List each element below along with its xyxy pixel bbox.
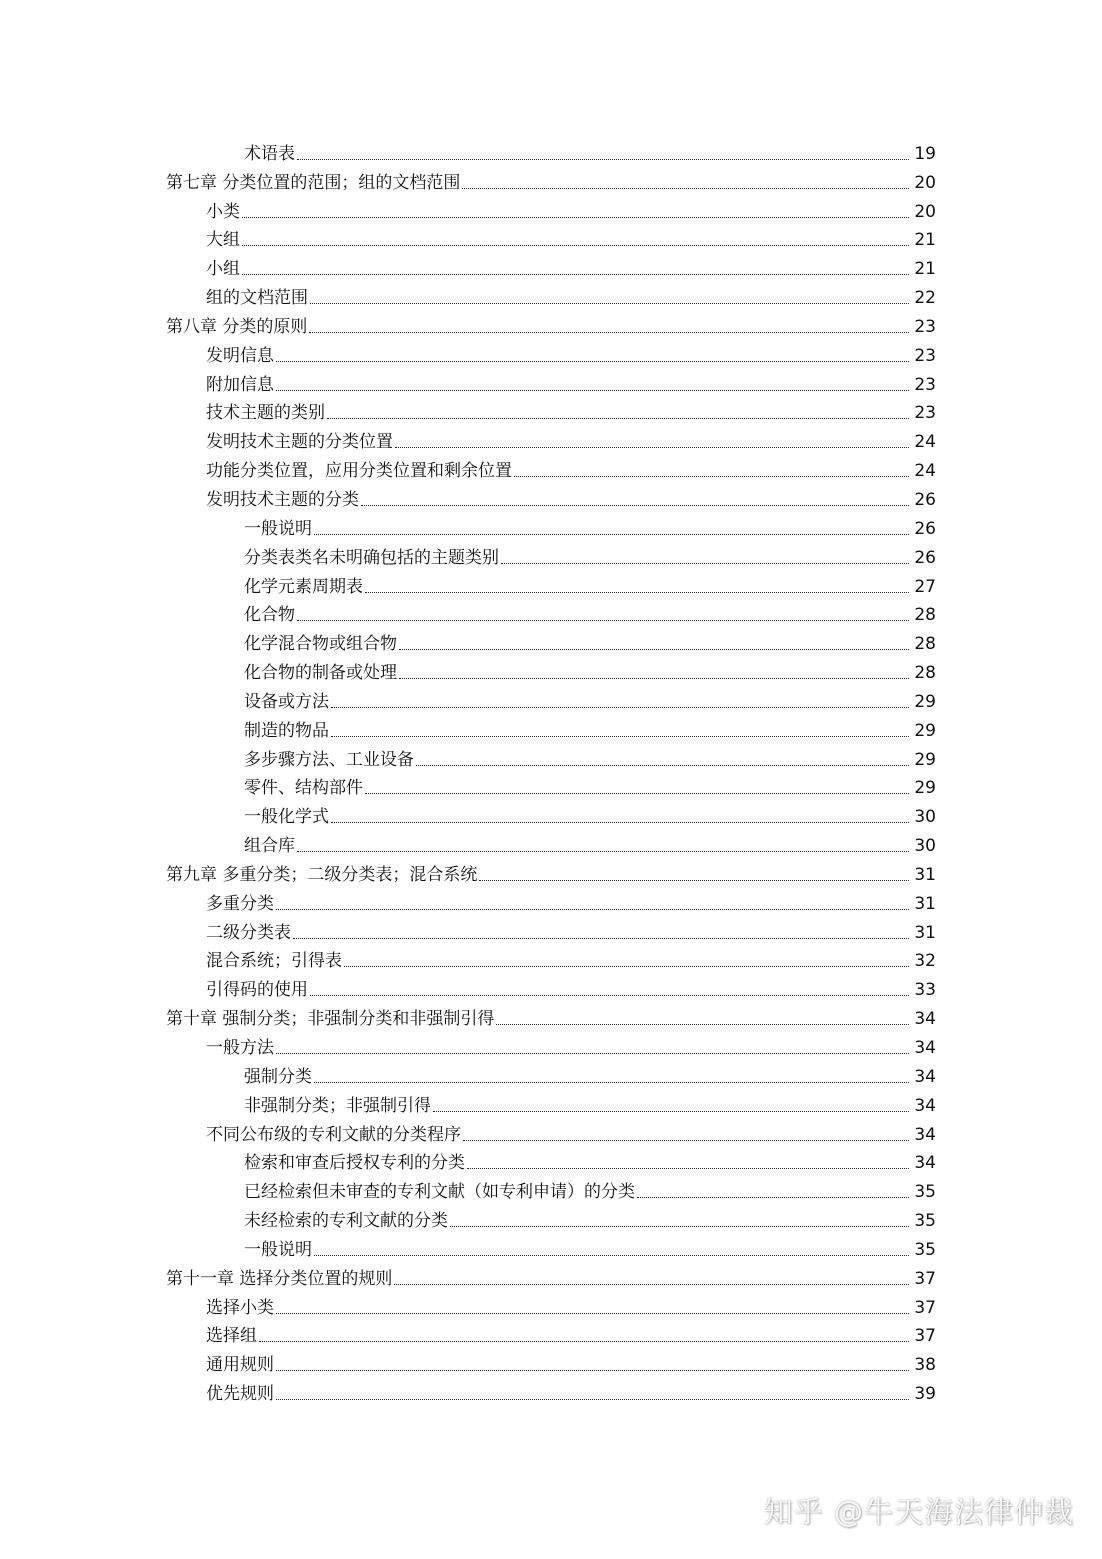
toc-entry[interactable] bbox=[166, 1172, 936, 1201]
toc-entry[interactable] bbox=[166, 365, 936, 394]
toc-entry-title: 组的文档范围 bbox=[206, 288, 308, 309]
toc-entry-title: 一般方法 bbox=[206, 1038, 274, 1058]
toc-leader-dots bbox=[462, 188, 909, 189]
toc-leader-dots bbox=[344, 966, 909, 967]
toc-leader-dots bbox=[433, 1111, 909, 1112]
toc-entry-title: 发明信息 bbox=[206, 345, 274, 366]
toc-leader-dots bbox=[463, 1140, 909, 1141]
toc-page-number: 30 bbox=[914, 807, 936, 828]
toc-entry-title: 第十一章 选择分类位置的规则 bbox=[166, 1268, 393, 1289]
toc-page-number: 21 bbox=[914, 259, 936, 280]
toc-page-number: 29 bbox=[914, 778, 936, 799]
toc-leader-dots bbox=[450, 1226, 909, 1227]
toc-page-number: 28 bbox=[914, 605, 936, 626]
toc-entry[interactable] bbox=[166, 855, 936, 884]
toc-page-number: 28 bbox=[914, 634, 936, 655]
toc-leader-dots bbox=[399, 649, 909, 650]
toc-page-number: 26 bbox=[914, 489, 936, 510]
toc-entry[interactable] bbox=[166, 538, 936, 567]
toc-entry[interactable] bbox=[166, 1317, 936, 1346]
toc-entry-title: 一般说明 bbox=[244, 518, 312, 539]
toc-entry-title: 二级分类表 bbox=[206, 922, 291, 943]
toc-entry-title: 强制分类 bbox=[244, 1066, 312, 1087]
toc-page-number: 34 bbox=[914, 1066, 936, 1087]
toc-entry[interactable] bbox=[166, 970, 936, 999]
toc-leader-dots bbox=[276, 361, 909, 362]
toc-entry[interactable] bbox=[166, 394, 936, 423]
toc-page-number: 24 bbox=[914, 432, 936, 453]
toc-page-number: 26 bbox=[914, 547, 936, 568]
toc-entry-title: 选择组 bbox=[206, 1326, 257, 1347]
toc-entry[interactable] bbox=[166, 134, 936, 163]
toc-page-number: 37 bbox=[914, 1268, 936, 1289]
toc-page-number: 24 bbox=[914, 461, 936, 482]
toc-leader-dots bbox=[395, 447, 909, 448]
toc-entry-title: 优先规则 bbox=[206, 1384, 274, 1405]
toc-entry-title: 技术主题的类别 bbox=[206, 403, 325, 424]
toc-leader-dots bbox=[242, 245, 909, 246]
toc-leader-dots bbox=[496, 1024, 909, 1025]
toc-leader-dots bbox=[309, 332, 909, 333]
toc-entry[interactable] bbox=[166, 221, 936, 250]
toc-entry[interactable] bbox=[166, 451, 936, 480]
toc-entry[interactable] bbox=[166, 192, 936, 221]
toc-entry-title: 化学混合物或组合物 bbox=[244, 634, 397, 655]
toc-leader-dots bbox=[293, 938, 909, 939]
toc-entry-title: 通用规则 bbox=[206, 1355, 274, 1376]
toc-page-number: 23 bbox=[914, 403, 936, 424]
toc-entry[interactable] bbox=[166, 797, 936, 826]
toc-leader-dots bbox=[276, 909, 909, 910]
toc-entry[interactable] bbox=[166, 336, 936, 365]
toc-entry-title: 非强制分类；非强制引得 bbox=[244, 1095, 431, 1116]
toc-page-number: 34 bbox=[914, 1038, 936, 1058]
toc-entry-title: 多重分类 bbox=[206, 893, 274, 914]
toc-leader-dots bbox=[242, 217, 909, 218]
toc-entry-title: 化学元素周期表 bbox=[244, 576, 363, 597]
toc-leader-dots bbox=[331, 736, 909, 737]
toc-page-number: 23 bbox=[914, 316, 936, 337]
toc-entry-title: 不同公布级的专利文献的分类程序 bbox=[206, 1124, 461, 1145]
toc-leader-dots bbox=[297, 159, 909, 160]
toc-leader-dots bbox=[310, 995, 909, 996]
toc-leader-dots bbox=[297, 851, 909, 852]
toc-leader-dots bbox=[259, 1341, 909, 1342]
toc-entry[interactable] bbox=[166, 1230, 936, 1259]
toc-page-number: 34 bbox=[914, 1095, 936, 1116]
toc-entry[interactable] bbox=[166, 1144, 936, 1173]
toc-page-number: 31 bbox=[914, 864, 936, 885]
toc-entry-title: 小类 bbox=[206, 201, 240, 222]
toc-leader-dots bbox=[637, 1197, 909, 1198]
toc-page-number: 34 bbox=[914, 1124, 936, 1145]
toc-leader-dots bbox=[399, 678, 909, 679]
toc-entry[interactable] bbox=[166, 509, 936, 538]
toc-leader-dots bbox=[276, 1053, 909, 1054]
toc-entry-title: 一般化学式 bbox=[244, 807, 329, 828]
toc-entry[interactable] bbox=[166, 596, 936, 625]
toc-page-number: 29 bbox=[914, 720, 936, 741]
toc-entry[interactable] bbox=[166, 826, 936, 855]
toc-page-number: 37 bbox=[914, 1326, 936, 1347]
toc-page-number: 30 bbox=[914, 836, 936, 857]
toc-page-number: 20 bbox=[914, 172, 936, 193]
toc-entry-title: 一般说明 bbox=[244, 1239, 312, 1260]
toc-leader-dots bbox=[416, 765, 909, 766]
toc-entry-title: 第十章 强制分类；非强制分类和非强制引得 bbox=[166, 1009, 495, 1030]
toc-entry[interactable] bbox=[166, 769, 936, 798]
toc-entry[interactable] bbox=[166, 624, 936, 653]
toc-page-number: 35 bbox=[914, 1239, 936, 1260]
toc-entry[interactable] bbox=[166, 1086, 936, 1115]
toc-entry[interactable] bbox=[166, 1345, 936, 1374]
toc-entry[interactable] bbox=[166, 942, 936, 971]
toc-page-number: 37 bbox=[914, 1297, 936, 1318]
toc-entry-title: 大组 bbox=[206, 230, 240, 251]
toc-entry-title: 第九章 多重分类；二级分类表；混合系统 bbox=[166, 864, 478, 885]
toc-entry[interactable] bbox=[166, 307, 936, 336]
toc-entry[interactable] bbox=[166, 653, 936, 682]
toc-leader-dots bbox=[276, 390, 909, 391]
toc-entry-title: 组合库 bbox=[244, 836, 295, 857]
toc-page-number: 20 bbox=[914, 201, 936, 222]
toc-leader-dots bbox=[331, 707, 909, 708]
toc-entry[interactable] bbox=[166, 422, 936, 451]
toc-entry-title: 发明技术主题的分类位置 bbox=[206, 432, 393, 453]
toc-entry[interactable] bbox=[166, 163, 936, 192]
toc-leader-dots bbox=[331, 822, 909, 823]
toc-page-number: 23 bbox=[914, 345, 936, 366]
toc-entry[interactable] bbox=[166, 278, 936, 307]
toc-page-number: 31 bbox=[914, 922, 936, 943]
toc-entry-title: 制造的物品 bbox=[244, 720, 329, 741]
toc-entry-title: 多步骤方法、工业设备 bbox=[244, 749, 414, 770]
toc-entry-title: 未经检索的专利文献的分类 bbox=[244, 1211, 448, 1232]
toc-entry-title: 化合物 bbox=[244, 605, 295, 626]
toc-leader-dots bbox=[314, 1255, 909, 1256]
toc-leader-dots bbox=[479, 880, 909, 881]
toc-entry[interactable] bbox=[166, 740, 936, 769]
toc-leader-dots bbox=[276, 1399, 909, 1400]
toc-page-number: 29 bbox=[914, 691, 936, 712]
toc-page-number: 28 bbox=[914, 663, 936, 684]
toc-entry-title: 混合系统；引得表 bbox=[206, 951, 342, 972]
toc-entry[interactable] bbox=[166, 249, 936, 278]
toc-leader-dots bbox=[276, 1370, 909, 1371]
toc-entry-title: 分类表类名未明确包括的主题类别 bbox=[244, 547, 499, 568]
toc-page-number: 23 bbox=[914, 374, 936, 395]
toc-entry-title: 第七章 分类位置的范围；组的文档范围 bbox=[166, 172, 461, 193]
toc-page-number: 26 bbox=[914, 518, 936, 539]
toc-leader-dots bbox=[242, 274, 909, 275]
toc-leader-dots bbox=[514, 476, 909, 477]
toc-entry[interactable] bbox=[166, 913, 936, 942]
toc-entry[interactable] bbox=[166, 567, 936, 596]
toc-leader-dots bbox=[314, 534, 909, 535]
watermark: 知乎 @牛天海法律仲裁 bbox=[763, 1495, 1074, 1529]
table-of-contents bbox=[166, 134, 936, 1403]
toc-entry[interactable] bbox=[166, 711, 936, 740]
toc-page-number: 35 bbox=[914, 1211, 936, 1232]
toc-page-number: 34 bbox=[914, 1009, 936, 1030]
toc-leader-dots bbox=[501, 563, 909, 564]
toc-entry-title: 发明技术主题的分类 bbox=[206, 489, 359, 510]
toc-page-number: 32 bbox=[914, 951, 936, 972]
toc-leader-dots bbox=[327, 418, 909, 419]
toc-entry[interactable] bbox=[166, 1374, 936, 1403]
toc-entry-title: 检索和审查后授权专利的分类 bbox=[244, 1153, 465, 1174]
toc-leader-dots bbox=[361, 505, 909, 506]
toc-leader-dots bbox=[467, 1168, 909, 1169]
toc-entry[interactable] bbox=[166, 1028, 936, 1057]
toc-entry[interactable] bbox=[166, 884, 936, 913]
toc-entry[interactable] bbox=[166, 1115, 936, 1144]
toc-page-number: 34 bbox=[914, 1153, 936, 1174]
toc-entry-title: 化合物的制备或处理 bbox=[244, 663, 397, 684]
toc-entry-title: 术语表 bbox=[244, 143, 295, 164]
toc-leader-dots bbox=[310, 303, 909, 304]
toc-entry-title: 功能分类位置，应用分类位置和剩余位置 bbox=[206, 461, 512, 482]
toc-page-number: 38 bbox=[914, 1355, 936, 1376]
toc-leader-dots bbox=[297, 620, 909, 621]
toc-entry[interactable] bbox=[166, 999, 936, 1028]
toc-leader-dots bbox=[365, 793, 909, 794]
toc-entry[interactable] bbox=[166, 1259, 936, 1288]
toc-leader-dots bbox=[276, 1313, 909, 1314]
toc-entry-title: 引得码的使用 bbox=[206, 980, 308, 1001]
toc-entry[interactable] bbox=[166, 480, 936, 509]
toc-leader-dots bbox=[394, 1284, 909, 1285]
toc-entry-title: 选择小类 bbox=[206, 1297, 274, 1318]
toc-leader-dots bbox=[365, 592, 909, 593]
toc-page-number: 21 bbox=[914, 230, 936, 251]
toc-page-number: 27 bbox=[914, 576, 936, 597]
toc-entry[interactable] bbox=[166, 682, 936, 711]
toc-leader-dots bbox=[314, 1082, 909, 1083]
toc-page-number: 39 bbox=[914, 1384, 936, 1405]
toc-entry-title: 小组 bbox=[206, 259, 240, 280]
toc-entry-title: 设备或方法 bbox=[244, 691, 329, 712]
toc-entry-title: 第八章 分类的原则 bbox=[166, 316, 308, 337]
toc-entry-title: 零件、结构部件 bbox=[244, 778, 363, 799]
toc-entry-title: 附加信息 bbox=[206, 374, 274, 395]
toc-page-number: 19 bbox=[914, 143, 936, 164]
toc-page-number: 29 bbox=[914, 749, 936, 770]
toc-entry-title: 已经检索但未审查的专利文献（如专利申请）的分类 bbox=[244, 1182, 635, 1203]
toc-page-number: 35 bbox=[914, 1182, 936, 1203]
toc-page-number: 31 bbox=[914, 893, 936, 914]
toc-entry[interactable] bbox=[166, 1288, 936, 1317]
toc-page-number: 33 bbox=[914, 980, 936, 1001]
toc-entry[interactable] bbox=[166, 1057, 936, 1086]
toc-page-number: 22 bbox=[914, 288, 936, 309]
toc-entry[interactable] bbox=[166, 1201, 936, 1230]
